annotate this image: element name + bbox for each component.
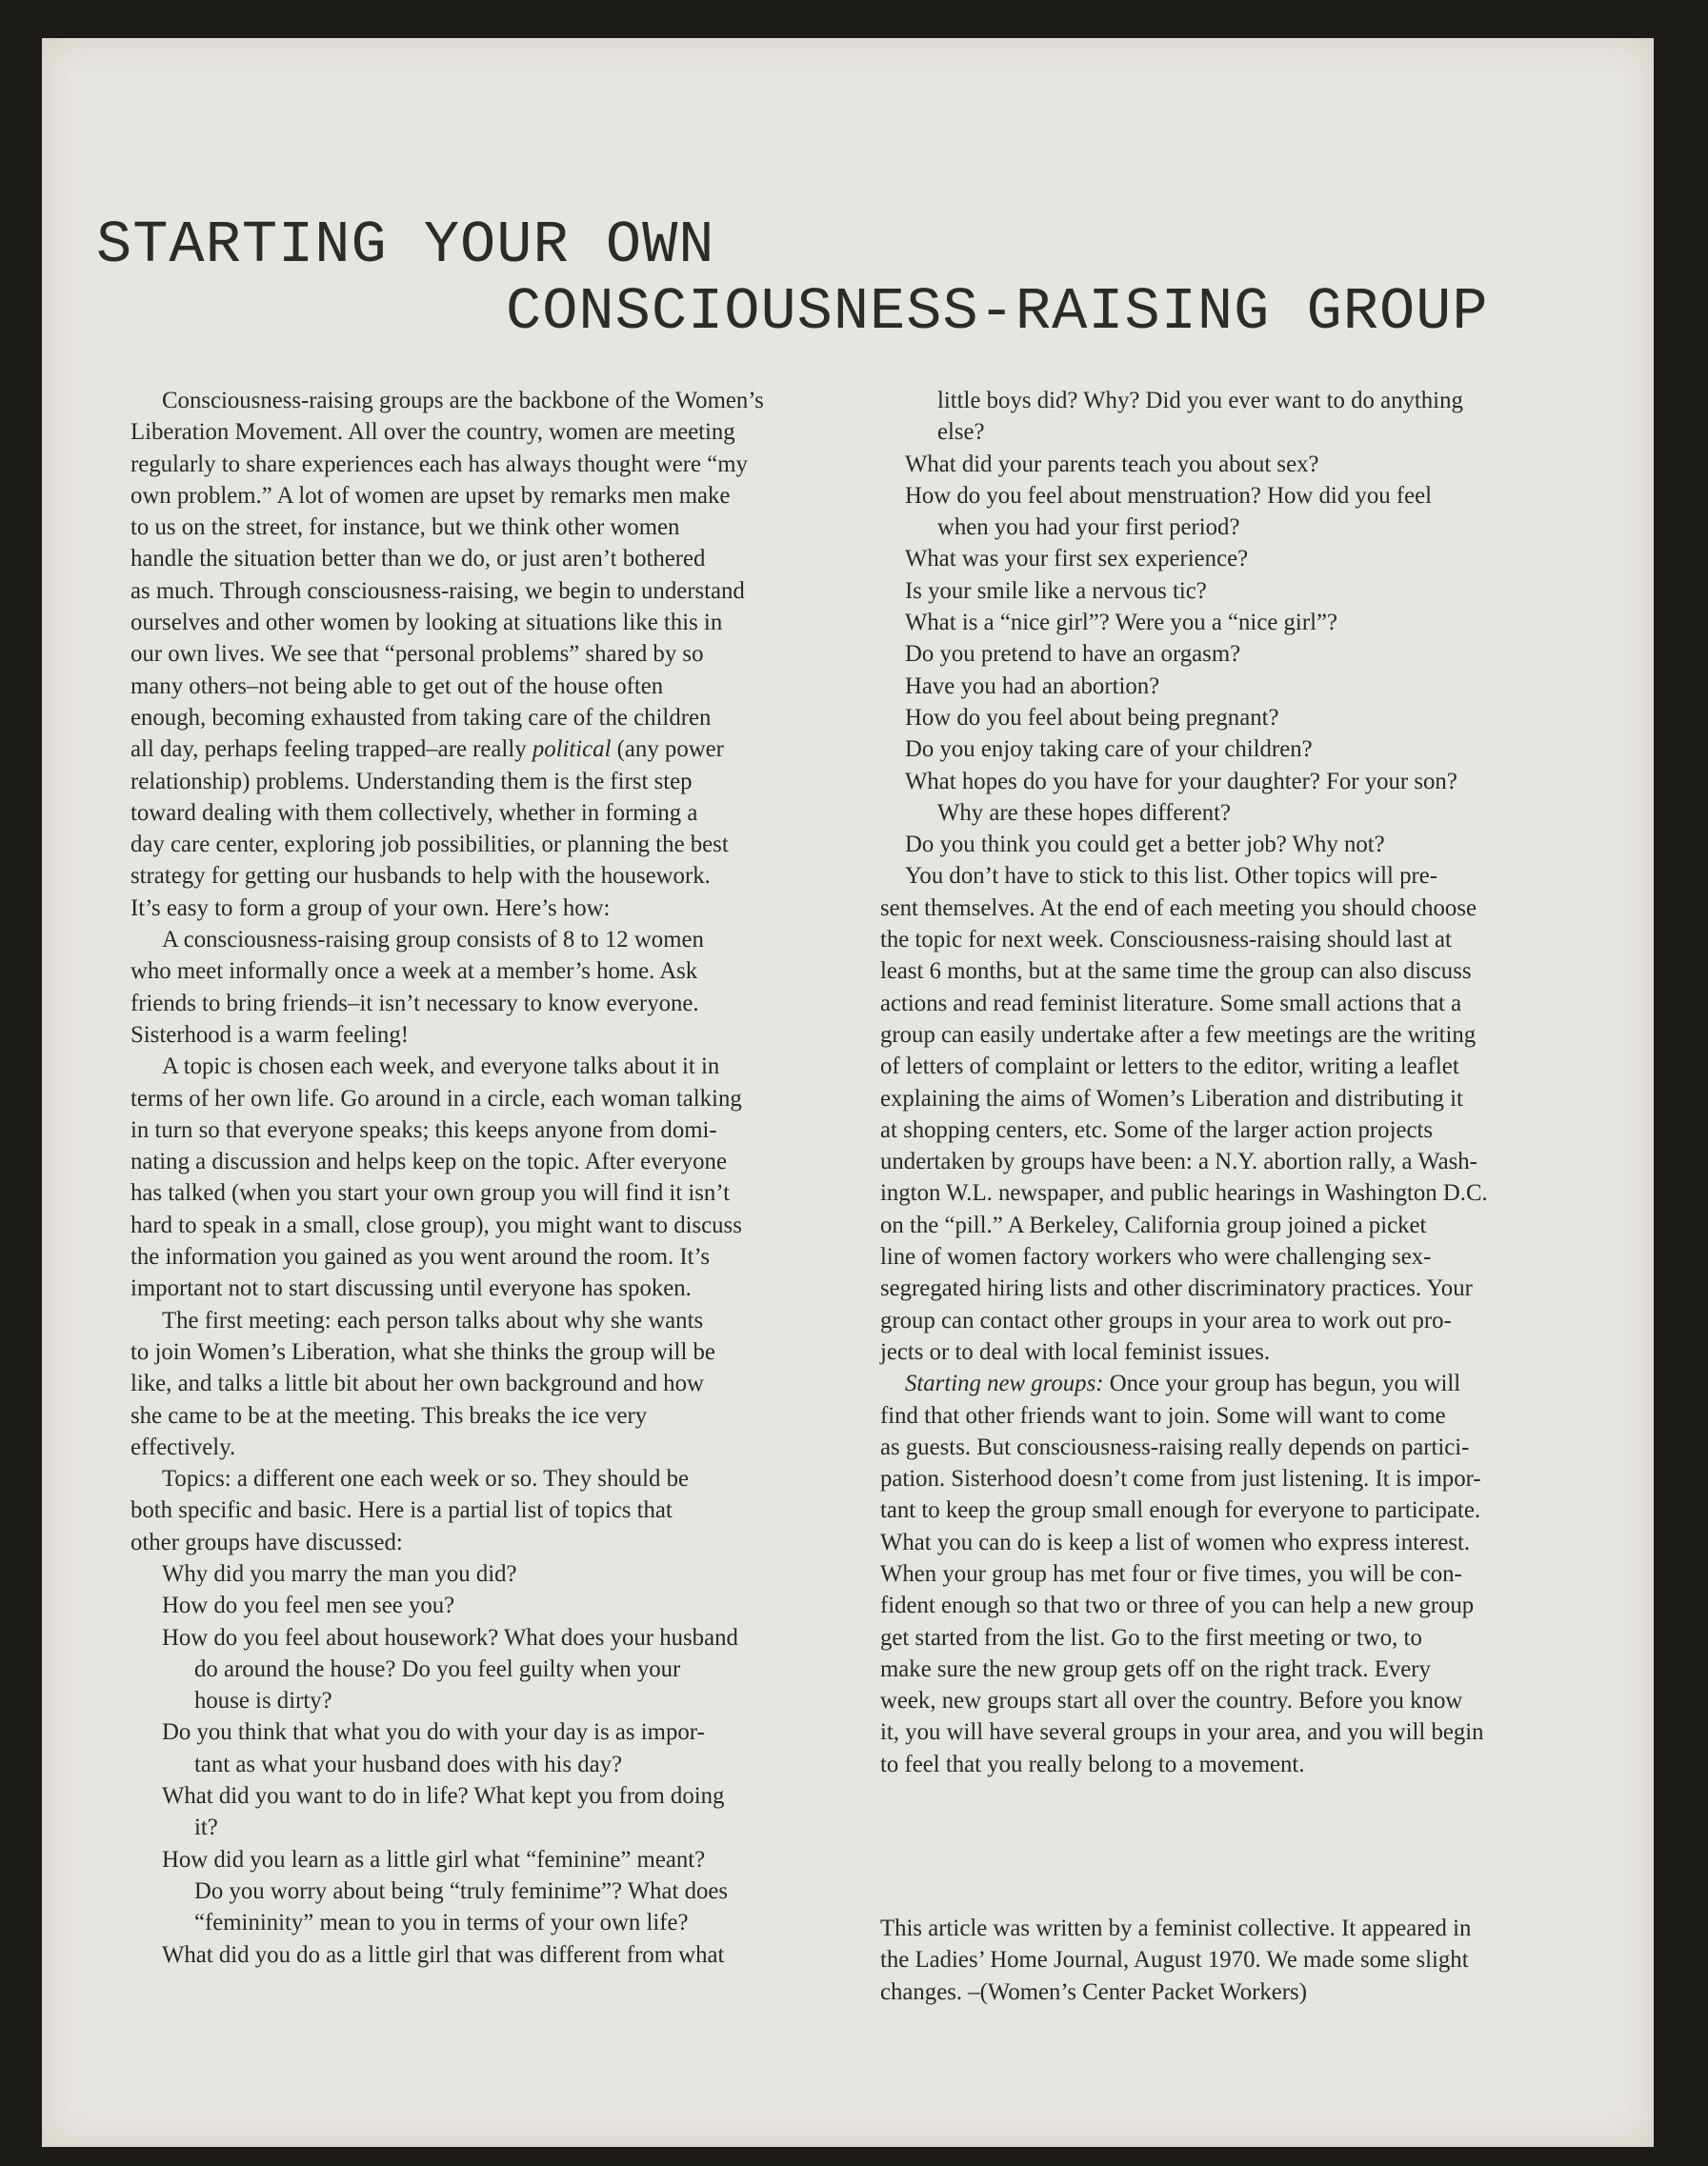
- text-line: [131, 1051, 883, 1082]
- text-line: [131, 1273, 883, 1304]
- text-line: [880, 543, 1614, 574]
- text-span: she came to be at the meeting. This breaks the ice very: [131, 1402, 648, 1429]
- text-line: [131, 511, 883, 543]
- text-line: [880, 575, 1614, 607]
- text-span: our own lives. We see that “personal problems” shared by so: [131, 641, 704, 668]
- text-span: ourselves and other women by looking at situations like this in: [131, 610, 723, 636]
- text-span: terms of her own life. Go around in a circle, each woman talking: [131, 1085, 742, 1112]
- text-line: [880, 1400, 1614, 1432]
- text-span: Sisterhood is a warm feeling!: [131, 1021, 409, 1048]
- text-span: least 6 months, but at the same time the group can also discuss: [880, 958, 1472, 985]
- text-line: [880, 1685, 1614, 1716]
- text-line: [880, 1273, 1614, 1304]
- title-line-2: CONSCIOUSNESS-RAISING GROUP: [506, 278, 1489, 346]
- text-line: [131, 924, 883, 955]
- text-span: Once your group has begun, you will: [1103, 1371, 1461, 1397]
- text-span: Do you think you could get a better job? Why not?: [905, 832, 1385, 858]
- text-span: What was your first sex experience?: [905, 546, 1249, 572]
- document-page: [42, 38, 1654, 2147]
- text-line: [880, 988, 1614, 1019]
- text-line: [880, 955, 1614, 987]
- text-line: [880, 1654, 1614, 1685]
- text-span: What hopes do you have for your daughter? For your son?: [905, 768, 1457, 794]
- text-span: Do you think that what you do with your day is as impor-: [162, 1719, 705, 1746]
- text-span: line of women factory workers who were challenging sex-: [880, 1244, 1432, 1271]
- text-line: [131, 1622, 883, 1654]
- text-span: Do you worry about being “truly feminime”? What does: [194, 1877, 729, 1904]
- text-line: [131, 988, 883, 1019]
- text-line: [880, 1558, 1614, 1590]
- text-line: [131, 1336, 883, 1368]
- text-line: [131, 607, 883, 638]
- text-span: How do you feel about housework? What does your husband: [162, 1624, 738, 1651]
- text-line: [880, 480, 1614, 511]
- text-line: [131, 892, 883, 924]
- text-span: house is dirty?: [194, 1688, 332, 1715]
- text-line: [131, 1558, 883, 1590]
- text-span: Do you pretend to have an orgasm?: [905, 641, 1241, 668]
- text-line: [880, 1716, 1614, 1748]
- text-line: [131, 1716, 883, 1748]
- credit-note: [880, 1913, 1614, 2008]
- text-line: [131, 766, 883, 797]
- text-line: [880, 1749, 1614, 1780]
- text-line: [131, 1368, 883, 1399]
- text-line: [131, 1432, 883, 1463]
- text-line: [880, 1527, 1614, 1558]
- text-line: [131, 1590, 883, 1621]
- text-line: [131, 1241, 883, 1273]
- text-span: It’s easy to form a group of your own. Here’s how:: [131, 894, 611, 921]
- text-line: [131, 1654, 883, 1685]
- text-line: [880, 924, 1614, 955]
- text-span: strategy for getting our husbands to help with the housework.: [131, 863, 711, 890]
- title-line-1: STARTING YOUR OWN: [96, 211, 715, 279]
- text-span: effectively.: [131, 1434, 236, 1460]
- text-span: of letters of complaint or letters to the editor, writing a leaflet: [880, 1053, 1459, 1080]
- text-span: A topic is chosen each week, and everyone talks about it in: [162, 1053, 720, 1080]
- text-span: group can contact other groups in your area to work out pro-: [880, 1307, 1452, 1334]
- text-span: A consciousness-raising group consists of 8 to 12 women: [162, 927, 704, 953]
- text-line: [880, 1241, 1614, 1273]
- text-line: [880, 1210, 1614, 1241]
- text-span: make sure the new group gets off on the right track. Every: [880, 1655, 1431, 1682]
- text-span: to us on the street, for instance, but we think other women: [131, 514, 680, 541]
- text-span: undertaken by groups have been: a N.Y. abortion rally, a Wash-: [880, 1149, 1477, 1175]
- text-line: [880, 766, 1614, 797]
- text-line: [131, 1907, 883, 1938]
- text-line: [131, 1210, 883, 1241]
- text-span: at shopping centers, etc. Some of the larger action projects: [880, 1116, 1434, 1143]
- text-line: [131, 1844, 883, 1875]
- text-span: When your group has met four or five times, you will be con-: [880, 1560, 1462, 1587]
- right-column: [880, 385, 1614, 1780]
- left-column: [131, 385, 883, 1971]
- text-line: [131, 1494, 883, 1526]
- text-line: [131, 1400, 883, 1432]
- text-span: regularly to share experiences each has always thought were “my: [131, 451, 748, 477]
- text-span: important not to start discussing until everyone has spoken.: [131, 1275, 692, 1302]
- text-span: Why are these hopes different?: [937, 799, 1231, 826]
- text-line: [131, 543, 883, 574]
- text-span: relationship) problems. Understanding them is the first step: [131, 768, 693, 794]
- text-span: actions and read feminist literature. Some small actions that a: [880, 990, 1462, 1016]
- text-line: [880, 416, 1614, 448]
- text-line: [131, 1749, 883, 1780]
- text-span: both specific and basic. Here is a partial list of topics that: [131, 1497, 673, 1524]
- text-span: do around the house? Do you feel guilty when your: [194, 1655, 681, 1682]
- text-span: all day, perhaps feeling trapped–are really: [131, 736, 532, 763]
- text-line: [131, 1812, 883, 1843]
- text-span: fident enough so that two or three of you can help a new group: [880, 1593, 1475, 1619]
- text-span: tant as what your husband does with his day?: [194, 1751, 623, 1777]
- text-line: [880, 1019, 1614, 1051]
- text-line: [880, 1463, 1614, 1494]
- credit-line: changes. –(Women’s Center Packet Workers): [880, 1978, 1307, 2005]
- text-span: it, you will have several groups in your area, and you will begin: [880, 1719, 1484, 1746]
- text-span: else?: [937, 419, 985, 446]
- text-line: [131, 449, 883, 480]
- text-line: [880, 1590, 1614, 1621]
- text-span: jects or to deal with local feminist issues.: [880, 1338, 1271, 1365]
- text-span: How did you learn as a little girl what “feminine” meant?: [162, 1846, 706, 1873]
- text-span: hard to speak in a small, close group), you might want to discuss: [131, 1212, 742, 1238]
- text-line: [880, 1051, 1614, 1082]
- text-span: (any power: [611, 736, 724, 763]
- text-line: [880, 1083, 1614, 1114]
- text-line: [880, 860, 1614, 892]
- text-span: the information you gained as you went around the room. It’s: [131, 1244, 711, 1271]
- emphasis-text: Starting new groups:: [905, 1371, 1104, 1397]
- text-line: [880, 1114, 1614, 1146]
- text-line: [131, 1305, 883, 1336]
- text-span: to feel that you really belong to a movement.: [880, 1751, 1305, 1777]
- text-line: [880, 638, 1614, 670]
- text-line: [131, 797, 883, 829]
- text-span: Why did you marry the man you did?: [162, 1560, 517, 1587]
- text-span: sent themselves. At the end of each meeting you should choose: [880, 894, 1477, 921]
- text-line: [880, 1494, 1614, 1526]
- text-span: many others–not being able to get out of the house often: [131, 672, 664, 699]
- text-span: the topic for next week. Consciousness-raising should last at: [880, 927, 1452, 953]
- text-span: to join Women’s Liberation, what she thinks the group will be: [131, 1338, 715, 1365]
- text-line: [880, 797, 1614, 829]
- text-span: week, new groups start all over the country. Before you know: [880, 1688, 1463, 1715]
- text-span: has talked (when you start your own group you will find it isn’t: [131, 1180, 731, 1207]
- text-span: Consciousness-raising groups are the backbone of the Women’s: [162, 388, 764, 413]
- text-span: How do you feel about being pregnant?: [905, 704, 1279, 731]
- text-span: own problem.” A lot of women are upset by remarks men make: [131, 482, 731, 509]
- text-span: How do you feel about menstruation? How did you feel: [905, 482, 1432, 509]
- text-span: on the “pill.” A Berkeley, California group joined a picket: [880, 1212, 1427, 1238]
- text-line: [880, 385, 1614, 416]
- text-span: as much. Through consciousness-raising, we begin to understand: [131, 577, 745, 604]
- text-span: “femininity” mean to you in terms of your own life?: [194, 1910, 689, 1936]
- text-span: What is a “nice girl”? Were you a “nice girl”?: [905, 610, 1337, 636]
- text-span: How do you feel men see you?: [162, 1593, 455, 1619]
- text-span: pation. Sisterhood doesn’t come from just listening. It is impor-: [880, 1466, 1481, 1493]
- text-line: [131, 860, 883, 892]
- text-line: [880, 1368, 1614, 1399]
- text-span: friends to bring friends–it isn’t necessary to know everyone.: [131, 990, 699, 1016]
- text-span: little boys did? Why? Did you ever want to do anything: [937, 388, 1463, 413]
- text-span: nating a discussion and helps keep on the topic. After everyone: [131, 1149, 727, 1175]
- text-line: [131, 1114, 883, 1146]
- text-line: [131, 1083, 883, 1114]
- text-line: [880, 671, 1614, 702]
- text-line: [880, 1305, 1614, 1336]
- text-line: [131, 1177, 883, 1209]
- text-line: [131, 1527, 883, 1558]
- text-span: it?: [194, 1815, 218, 1841]
- text-line: [131, 385, 883, 416]
- text-span: What did you want to do in life? What kept you from doing: [162, 1783, 725, 1810]
- text-line: [880, 449, 1614, 480]
- text-line: [880, 829, 1614, 860]
- text-line: [880, 1336, 1614, 1368]
- text-span: Do you enjoy taking care of your children?: [905, 736, 1313, 763]
- text-span: in turn so that everyone speaks; this keeps anyone from domi-: [131, 1116, 717, 1143]
- text-line: [131, 733, 883, 765]
- text-line: [131, 702, 883, 733]
- text-line: [131, 671, 883, 702]
- text-span: enough, becoming exhausted from taking care of the children: [131, 704, 712, 731]
- text-line: [131, 1146, 883, 1177]
- text-line: [131, 416, 883, 448]
- text-span: toward dealing with them collectively, whether in forming a: [131, 799, 698, 826]
- text-line: [880, 733, 1614, 765]
- text-line: [131, 1939, 883, 1971]
- text-span: find that other friends want to join. Some will want to come: [880, 1402, 1446, 1429]
- text-span: Have you had an abortion?: [905, 672, 1160, 699]
- text-line: [880, 1432, 1614, 1463]
- text-span: The first meeting: each person talks about why she wants: [162, 1307, 704, 1334]
- text-line: [131, 1685, 883, 1716]
- text-span: What did you do as a little girl that was different from what: [162, 1941, 725, 1968]
- text-line: [880, 511, 1614, 543]
- text-span: handle the situation better than we do, or just aren’t bothered: [131, 546, 706, 572]
- credit-line: This article was written by a feminist collective. It appeared in: [880, 1915, 1472, 1941]
- text-span: What you can do is keep a list of women who express interest.: [880, 1529, 1471, 1555]
- text-span: Liberation Movement. All over the country, women are meeting: [131, 419, 735, 446]
- text-line: [131, 955, 883, 987]
- text-line: [131, 1780, 883, 1812]
- text-line: [131, 638, 883, 670]
- text-line: [880, 1622, 1614, 1654]
- text-span: other groups have discussed:: [131, 1529, 403, 1555]
- text-line: [880, 1177, 1614, 1209]
- text-span: who meet informally once a week at a member’s home. Ask: [131, 958, 698, 985]
- text-span: segregated hiring lists and other discriminatory practices. Your: [880, 1275, 1473, 1302]
- text-span: get started from the list. Go to the first meeting or two, to: [880, 1624, 1422, 1651]
- credit-line: the Ladies’ Home Journal, August 1970. We made some slight: [880, 1947, 1469, 1974]
- text-line: [131, 829, 883, 860]
- text-span: tant to keep the group small enough for everyone to participate.: [880, 1497, 1481, 1524]
- text-span: ington W.L. newspaper, and public hearings in Washington D.C.: [880, 1180, 1488, 1207]
- text-span: group can easily undertake after a few meetings are the writing: [880, 1021, 1477, 1048]
- text-line: [131, 1019, 883, 1051]
- text-line: [131, 575, 883, 607]
- text-span: as guests. But consciousness-raising really depends on partici-: [880, 1434, 1470, 1460]
- text-span: You don’t have to stick to this list. Other topics will pre-: [905, 863, 1438, 890]
- text-span: day care center, exploring job possibilities, or planning the best: [131, 832, 729, 858]
- text-span: like, and talks a little bit about her own background and how: [131, 1371, 704, 1397]
- text-span: What did your parents teach you about sex?: [905, 451, 1319, 477]
- text-span: explaining the aims of Women’s Liberation and distributing it: [880, 1085, 1463, 1112]
- text-span: when you had your first period?: [937, 514, 1240, 541]
- text-line: [880, 607, 1614, 638]
- text-line: [880, 702, 1614, 733]
- text-line: [131, 1875, 883, 1907]
- text-span: Topics: a different one each week or so. They should be: [162, 1466, 690, 1493]
- emphasis-text: political: [532, 736, 612, 763]
- text-line: [131, 480, 883, 511]
- text-line: [880, 892, 1614, 924]
- text-line: [131, 1463, 883, 1494]
- text-span: Is your smile like a nervous tic?: [905, 577, 1207, 604]
- text-line: [880, 1146, 1614, 1177]
